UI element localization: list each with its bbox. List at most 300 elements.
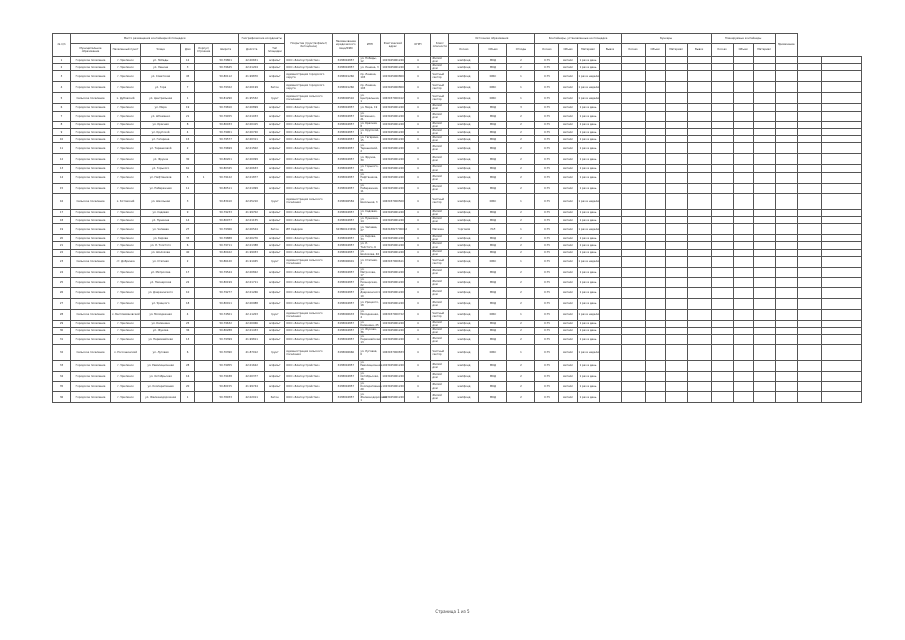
cell-a: Жилой дом xyxy=(431,209,449,216)
cell-k xyxy=(195,267,213,277)
cell-n: 36 xyxy=(53,392,71,403)
cell-cls: 4 xyxy=(405,381,431,391)
cell-m xyxy=(711,64,733,71)
cell-empty xyxy=(821,93,861,104)
cell-lon: 42.01877 xyxy=(239,172,265,183)
cell-o xyxy=(733,361,753,371)
cell-mo: Городское поселение xyxy=(71,371,111,381)
cell-mo: Городское поселение xyxy=(71,217,111,224)
cell-lat: 50.80422 xyxy=(213,249,239,256)
cell-k xyxy=(195,371,213,381)
cell-mo: Городское поселение xyxy=(71,82,111,93)
cell-empty xyxy=(797,93,821,104)
cell-a: Жилой дом xyxy=(431,121,449,128)
cell-i xyxy=(621,288,645,298)
cell-st: ул. Первомайская xyxy=(141,335,181,345)
cell-c: МКД xyxy=(479,327,507,334)
cell-empty xyxy=(821,278,861,288)
cell-j xyxy=(645,93,665,104)
cell-g: 1 раз в день xyxy=(577,104,599,111)
cell-g: 1 раз в неделю xyxy=(577,309,599,320)
cell-inn: 3438004857 xyxy=(333,143,359,154)
cell-mo: Сельское поселение xyxy=(71,256,111,267)
cell-i xyxy=(621,193,645,209)
cell-d: 2 xyxy=(507,361,535,371)
cell-note xyxy=(753,154,775,165)
cell-l xyxy=(687,143,711,154)
cell-f: металл xyxy=(559,267,577,277)
cell-inn: 3438004857 xyxy=(333,249,359,256)
cell-f: металл xyxy=(559,288,577,298)
cell-k2 xyxy=(665,224,687,235)
cell-c: МКД xyxy=(479,136,507,143)
cell-n: 27 xyxy=(53,298,71,309)
cell-addr: ул. Победы, 12 xyxy=(359,57,381,64)
cell-a: Жилой дом xyxy=(431,217,449,224)
cell-m xyxy=(711,278,733,288)
cell-inn: 3438001260 xyxy=(333,82,359,93)
cell-ogrn: 1023405961240 xyxy=(381,267,405,277)
table-row xyxy=(53,256,862,267)
cell-d: 2 xyxy=(507,267,535,277)
cell-b: жилфонд xyxy=(449,172,479,183)
cell-st: ул. Нефтяников xyxy=(141,172,181,183)
cell-cls: 4 xyxy=(405,71,431,82)
cell-f: металл xyxy=(559,320,577,327)
cell-n: 16 xyxy=(53,193,71,209)
cell-n: 13 xyxy=(53,165,71,172)
cell-b: жилфонд xyxy=(449,288,479,298)
cell-m xyxy=(711,320,733,327)
cell-cov: асфальт xyxy=(265,235,285,242)
cell-addr: ул. Л. Толстого, 6 xyxy=(359,242,381,249)
cell-k2 xyxy=(665,136,687,143)
cell-j xyxy=(645,104,665,111)
cell-note xyxy=(753,172,775,183)
table-row xyxy=(53,335,862,345)
cell-cls: 4 xyxy=(405,217,431,224)
header-group-cell: Планируемые контейнеры xyxy=(711,34,775,44)
cell-lon: 42.01155 xyxy=(239,217,265,224)
cell-mo: Городское поселение xyxy=(71,392,111,403)
cell-k2 xyxy=(665,249,687,256)
cell-np: ст. Добринка xyxy=(111,256,141,267)
cell-org: Администрация сельского поселения xyxy=(285,309,333,320)
cell-inn: 3438004857 xyxy=(333,209,359,216)
cell-note xyxy=(753,224,775,235)
header-group-cell: Примечание xyxy=(775,34,797,57)
cell-mo: Городское поселение xyxy=(71,129,111,136)
cell-cov: асфальт xyxy=(265,104,285,111)
cell-c: МКД xyxy=(479,217,507,224)
cell-m xyxy=(711,165,733,172)
cell-n: 32 xyxy=(53,345,71,361)
cell-ogrn: 1023405960800 xyxy=(381,82,405,93)
cell-f: металл xyxy=(559,249,577,256)
cell-h: 40 xyxy=(181,249,195,256)
cell-j xyxy=(645,136,665,143)
cell-cov: асфальт xyxy=(265,111,285,121)
cell-empty xyxy=(821,249,861,256)
cell-o xyxy=(733,392,753,403)
cell-k xyxy=(195,309,213,320)
cell-i xyxy=(621,320,645,327)
cell-empty xyxy=(797,165,821,172)
cell-l xyxy=(687,183,711,193)
cell-d: 2 xyxy=(507,381,535,391)
header-group-cell: Место размещения контейнерной площадки xyxy=(71,34,239,44)
cell-k2 xyxy=(665,93,687,104)
cell-l xyxy=(687,93,711,104)
cell-k xyxy=(195,278,213,288)
cell-i xyxy=(621,392,645,403)
cell-empty xyxy=(821,288,861,298)
cell-ogrn: 1023405961240 xyxy=(381,64,405,71)
cell-k2 xyxy=(665,57,687,64)
cell-mo: Городское поселение xyxy=(71,154,111,165)
cell-b: жилфонд xyxy=(449,143,479,154)
cell-a: Жилой дом xyxy=(431,249,449,256)
cell-h2 xyxy=(599,71,621,82)
table-row xyxy=(53,361,862,371)
cell-n: 15 xyxy=(53,183,71,193)
cell-c: ИЖС xyxy=(479,193,507,209)
cell-mo: Городское поселение xyxy=(71,172,111,183)
cell-org: ООО «Благоустройство» xyxy=(285,381,333,391)
cell-o xyxy=(733,288,753,298)
cell-np: х. Россошинский xyxy=(111,345,141,361)
cell-org: ООО «Благоустройство» xyxy=(285,57,333,64)
header-cell: Материал xyxy=(577,44,599,57)
cell-b: жилфонд xyxy=(449,320,479,327)
cell-n: 5 xyxy=(53,93,71,104)
cell-empty xyxy=(797,172,821,183)
cell-note xyxy=(753,129,775,136)
cell-st: ул. Пушкина xyxy=(141,217,181,224)
cell-st: ул. Гора xyxy=(141,82,181,93)
cell-k2 xyxy=(665,267,687,277)
cell-d: 2 xyxy=(507,154,535,165)
cell-empty xyxy=(821,235,861,242)
cell-c: МКД xyxy=(479,335,507,345)
cell-h: 18 xyxy=(181,298,195,309)
cell-lat: 50.80011 xyxy=(213,298,239,309)
cell-cov: грунт xyxy=(265,93,285,104)
cell-c: МКД xyxy=(479,172,507,183)
header-cell: Отходы xyxy=(507,44,535,57)
cell-a: Жилой дом xyxy=(431,104,449,111)
cell-o xyxy=(733,165,753,172)
cell-c: МКД xyxy=(479,371,507,381)
cell-m xyxy=(711,288,733,298)
cell-n: 20 xyxy=(53,235,71,242)
cell-i xyxy=(621,57,645,64)
cell-i xyxy=(621,381,645,391)
cell-f: металл xyxy=(559,104,577,111)
cell-i xyxy=(621,136,645,143)
table-row xyxy=(53,193,862,209)
cell-l xyxy=(687,209,711,216)
cell-note xyxy=(753,193,775,209)
cell-n: 17 xyxy=(53,209,71,216)
cell-k xyxy=(195,111,213,121)
cell-ogrn: 1023405961240 xyxy=(381,121,405,128)
cell-b: жилфонд xyxy=(449,361,479,371)
cell-c: ИЖС xyxy=(479,82,507,93)
cell-empty xyxy=(775,129,797,136)
header-cell: Материал xyxy=(753,44,775,57)
cell-o xyxy=(733,209,753,216)
cell-cls: 4 xyxy=(405,129,431,136)
cell-lon: 41.91045 xyxy=(239,256,265,267)
cell-inn: 3438004857 xyxy=(333,320,359,327)
cell-cov: асфальт xyxy=(265,288,285,298)
cell-h: 4 xyxy=(181,309,195,320)
cell-b: жилфонд xyxy=(449,154,479,165)
cell-inn: 3438004857 xyxy=(333,104,359,111)
cell-addr: ул. Штеменко, 21 xyxy=(359,111,381,121)
cell-e: 0.75 xyxy=(535,278,559,288)
cell-i xyxy=(621,327,645,334)
cell-k2 xyxy=(665,335,687,345)
cell-e: 0.75 xyxy=(535,82,559,93)
cell-empty xyxy=(797,361,821,371)
cell-st: ул. Чапаева xyxy=(141,224,181,235)
cell-inn: 3438004857 xyxy=(333,57,359,64)
cell-a: Жилой дом xyxy=(431,143,449,154)
cell-empty xyxy=(797,371,821,381)
cell-m xyxy=(711,143,733,154)
cell-empty xyxy=(775,193,797,209)
cell-lon: 41.99702 xyxy=(239,209,265,216)
cell-h: 6 xyxy=(181,345,195,361)
cell-f: металл xyxy=(559,172,577,183)
cell-i xyxy=(621,309,645,320)
cell-h: 25 xyxy=(181,320,195,327)
cell-np: г. Урюпинск xyxy=(111,327,141,334)
cell-empty xyxy=(821,121,861,128)
table-row xyxy=(53,327,862,334)
cell-empty xyxy=(797,327,821,334)
cell-k2 xyxy=(665,143,687,154)
cell-b: жилфонд xyxy=(449,235,479,242)
cell-a: Жилой дом xyxy=(431,327,449,334)
cell-cls: 4 xyxy=(405,392,431,403)
table-body xyxy=(53,57,862,403)
cell-lat: 50.80345 xyxy=(213,165,239,172)
cell-k xyxy=(195,249,213,256)
cell-j xyxy=(645,288,665,298)
cell-n: 9 xyxy=(53,129,71,136)
cell-e: 0.75 xyxy=(535,288,559,298)
cell-i xyxy=(621,82,645,93)
cell-lon: 42.01266 xyxy=(239,288,265,298)
cell-mo: Городское поселение xyxy=(71,57,111,64)
cell-c: МКД xyxy=(479,288,507,298)
cell-n: 33 xyxy=(53,361,71,371)
cell-empty xyxy=(821,381,861,391)
cell-c: ИЖС xyxy=(479,71,507,82)
cell-cls: 4 xyxy=(405,143,431,154)
cell-org: ООО «Благоустройство» xyxy=(285,288,333,298)
cell-np: г. Урюпинск xyxy=(111,288,141,298)
cell-addr: ул. Урицкого, 18 xyxy=(359,298,381,309)
cell-n: 7 xyxy=(53,111,71,121)
container-sites-table xyxy=(52,33,862,403)
cell-np: х. Дубовский xyxy=(111,93,141,104)
cell-empty xyxy=(775,143,797,154)
cell-h2 xyxy=(599,320,621,327)
cell-h: 15 xyxy=(181,136,195,143)
cell-h2 xyxy=(599,345,621,361)
cell-b: жилфонд xyxy=(449,381,479,391)
cell-inn: 3438004857 xyxy=(333,183,359,193)
cell-mo: Городское поселение xyxy=(71,267,111,277)
cell-i xyxy=(621,104,645,111)
cell-c: МКД xyxy=(479,111,507,121)
cell-k2 xyxy=(665,242,687,249)
cell-inn: 3438001260 xyxy=(333,71,359,82)
cell-lat: 50.79901 xyxy=(213,129,239,136)
cell-mo: Городское поселение xyxy=(71,278,111,288)
cell-g: 1 раз в день xyxy=(577,183,599,193)
cell-np: г. Урюпинск xyxy=(111,217,141,224)
cell-b: жилфонд xyxy=(449,267,479,277)
cell-k xyxy=(195,71,213,82)
cell-c: МКД xyxy=(479,278,507,288)
cell-h: 20 xyxy=(181,381,195,391)
cell-mo: Городское поселение xyxy=(71,64,111,71)
cell-l xyxy=(687,64,711,71)
cell-ogrn: 1023405961240 xyxy=(381,249,405,256)
cell-cls: 4 xyxy=(405,104,431,111)
table-row xyxy=(53,267,862,277)
cell-a: Жилой дом xyxy=(431,242,449,249)
cell-g: 1 раз в неделю xyxy=(577,193,599,209)
cell-empty xyxy=(775,104,797,111)
cell-cov: грунт xyxy=(265,193,285,209)
cell-k xyxy=(195,224,213,235)
cell-org: ООО «Благоустройство» xyxy=(285,392,333,403)
cell-inn: 3438006601 xyxy=(333,256,359,267)
cell-f: металл xyxy=(559,183,577,193)
cell-e: 0.75 xyxy=(535,381,559,391)
cell-empty xyxy=(775,57,797,64)
cell-l xyxy=(687,111,711,121)
cell-h2 xyxy=(599,111,621,121)
cell-np: г. Урюпинск xyxy=(111,392,141,403)
table-row xyxy=(53,217,862,224)
cell-mo: Городское поселение xyxy=(71,209,111,216)
cell-np: г. Урюпинск xyxy=(111,235,141,242)
cell-m xyxy=(711,361,733,371)
cell-inn: 3438004857 xyxy=(333,361,359,371)
cell-empty xyxy=(821,104,861,111)
cell-c: МКД xyxy=(479,392,507,403)
cell-h: 19 xyxy=(181,104,195,111)
cell-lon: 42.00276 xyxy=(239,235,265,242)
cell-n: 6 xyxy=(53,104,71,111)
cell-n: 8 xyxy=(53,121,71,128)
cell-note xyxy=(753,104,775,111)
cell-lat: 50.70390 xyxy=(213,345,239,361)
cell-lat: 50.79122 xyxy=(213,172,239,183)
cell-h2 xyxy=(599,129,621,136)
cell-f: металл xyxy=(559,371,577,381)
header-cell: Кол-во xyxy=(449,44,479,57)
cell-d: 1 xyxy=(507,309,535,320)
cell-cov: асфальт xyxy=(265,278,285,288)
cell-a: Жилой дом xyxy=(431,129,449,136)
cell-m xyxy=(711,249,733,256)
cell-addr: ул. Центральная, 1 xyxy=(360,93,380,103)
cell-mo: Сельское поселение xyxy=(71,345,111,361)
cell-empty xyxy=(797,111,821,121)
cell-ogrn: 1023405961240 xyxy=(381,327,405,334)
cell-inn: 3438004857 xyxy=(333,371,359,381)
cell-k2 xyxy=(665,320,687,327)
cell-st: ул. Школьная xyxy=(141,193,181,209)
cell-d: 1 xyxy=(507,93,535,104)
cell-empty xyxy=(821,154,861,165)
cell-f: металл xyxy=(559,121,577,128)
cell-e: 0.75 xyxy=(535,129,559,136)
cell-lat: 50.74501 xyxy=(213,309,239,320)
cell-empty xyxy=(775,335,797,345)
cell-f: металл xyxy=(559,64,577,71)
cell-np: г. Урюпинск xyxy=(111,298,141,309)
cell-m xyxy=(711,335,733,345)
table-row xyxy=(53,345,862,361)
cell-a: Частный сектор xyxy=(431,309,449,320)
cell-ogrn: 1023405961240 xyxy=(381,298,405,309)
cell-g: 1 раз в день xyxy=(577,165,599,172)
cell-h2 xyxy=(599,209,621,216)
cell-i xyxy=(621,129,645,136)
cell-i xyxy=(621,345,645,361)
cell-c: МКД xyxy=(479,235,507,242)
cell-addr: ул. Красная, 8 xyxy=(359,121,381,128)
cell-l xyxy=(687,298,711,309)
cell-empty xyxy=(821,361,861,371)
cell-note xyxy=(753,371,775,381)
cell-f: металл xyxy=(559,256,577,267)
cell-m xyxy=(711,93,733,104)
cell-cls: 4 xyxy=(405,224,431,235)
cell-cls: 4 xyxy=(405,57,431,64)
cell-st: ул. Шолохова xyxy=(141,249,181,256)
header-cell: Кол-во xyxy=(621,44,645,57)
cell-empty xyxy=(797,381,821,391)
cell-h: 61 xyxy=(181,165,195,172)
cell-st: ул. Л. Толстого xyxy=(141,242,181,249)
cell-k2 xyxy=(665,392,687,403)
cell-h2 xyxy=(599,172,621,183)
cell-h: 5 xyxy=(181,172,195,183)
cell-addr: ул. Пионерская, 22 xyxy=(359,278,381,288)
header-cell: Кол-во xyxy=(711,44,733,57)
cell-cov: асфальт xyxy=(265,154,285,165)
cell-empty xyxy=(775,345,797,361)
cell-cls: 4 xyxy=(405,288,431,298)
cell-ogrn: 1023405961240 xyxy=(381,111,405,121)
cell-cls: 4 xyxy=(405,242,431,249)
cell-a: Жилой дом xyxy=(431,361,449,371)
cell-c: МКД xyxy=(479,154,507,165)
cell-e: 0.75 xyxy=(535,64,559,71)
cell-empty xyxy=(821,298,861,309)
cell-e: 0.75 xyxy=(535,183,559,193)
